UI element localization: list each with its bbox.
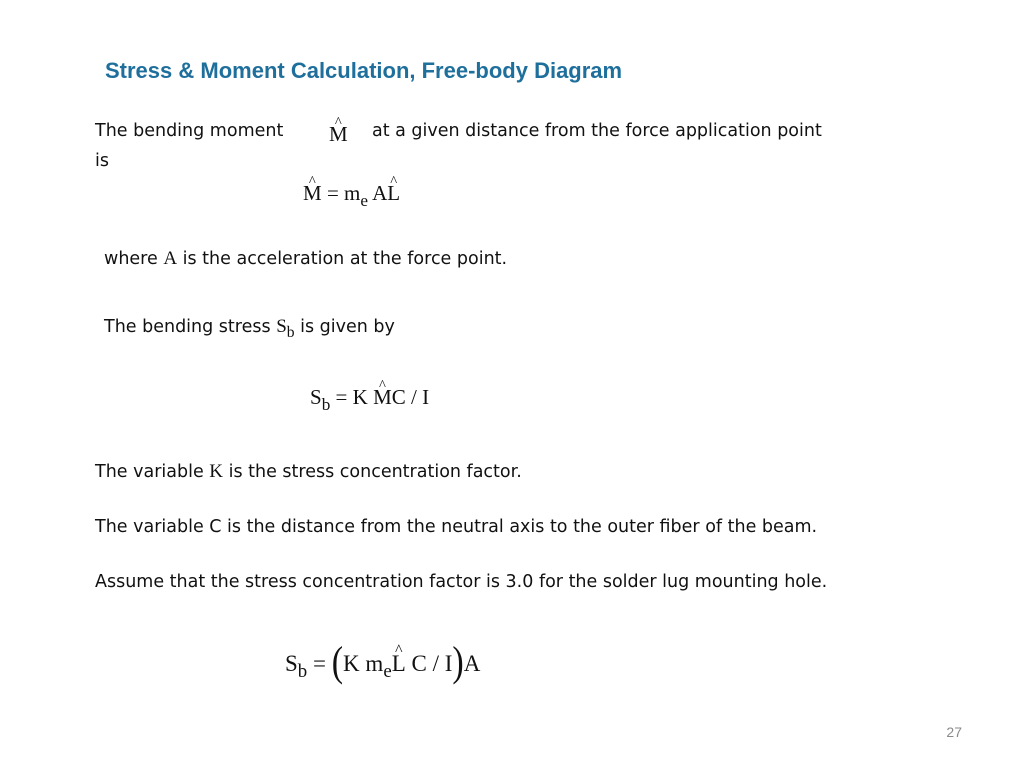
slide-title: Stress & Moment Calculation, Free-body Diagram: [105, 58, 623, 83]
moment-hat-letter: ^ M: [329, 124, 348, 145]
stress-symbol: [276, 316, 295, 341]
eq-symbol: ^ L: [387, 183, 400, 204]
eq-symbol: C: [391, 385, 406, 409]
bending-stress-intro: [104, 316, 395, 339]
stress-subscript: b: [286, 323, 295, 341]
eq-symbol: K: [352, 385, 368, 409]
stress-letter: S: [276, 316, 287, 337]
equation-stress-expanded: [285, 639, 481, 686]
eq-operator: /: [411, 385, 417, 409]
eq-symbol: C: [411, 651, 427, 676]
bending-moment-intro-is: is: [95, 151, 109, 171]
text-segment: is the acceleration at the force point.: [182, 249, 508, 269]
eq-symbol: ^ M: [303, 183, 322, 204]
eq-subscript: e: [383, 661, 392, 683]
eq-symbol: m: [344, 181, 361, 205]
eq-symbol: ^ L: [392, 652, 406, 675]
k-symbol: K: [209, 461, 224, 482]
eq-subscript: b: [321, 394, 331, 414]
eq-symbol: A: [463, 651, 481, 676]
c-variable-note: The variable C is the distance from the neutral axis to the outer fiber of the beam.: [95, 517, 818, 537]
page-number: 27: [946, 724, 962, 740]
eq-symbol: m: [365, 651, 384, 676]
eq-subscript: b: [297, 661, 308, 683]
text-segment: at a given distance from the force application point: [372, 121, 822, 141]
eq-operator: =: [312, 651, 326, 676]
text-segment: where: [104, 249, 158, 269]
acceleration-note: [104, 248, 507, 270]
text-segment: is the stress concentration factor.: [228, 462, 522, 482]
equation-stress: [310, 385, 430, 414]
eq-symbol: A: [372, 181, 388, 205]
right-paren: ): [452, 639, 464, 686]
eq-operator: =: [326, 181, 339, 205]
eq-symbol: K: [343, 651, 360, 676]
acceleration-symbol: A: [163, 248, 178, 269]
moment-symbol: [329, 124, 348, 145]
eq-operator: /: [432, 651, 439, 676]
eq-symbol: S: [310, 385, 322, 409]
eq-operator: =: [335, 385, 348, 409]
text-segment: The bending stress: [104, 317, 271, 337]
eq-symbol: I: [422, 385, 430, 409]
eq-symbol: I: [444, 651, 453, 676]
text-segment: The bending moment: [95, 121, 284, 141]
eq-subscript: e: [360, 190, 369, 210]
k-variable-note: [95, 461, 522, 483]
eq-symbol: ^ M: [373, 387, 392, 408]
assumption-note: Assume that the stress concentration factor is 3.0 for the solder lug mounting hole.: [95, 572, 828, 592]
left-paren: (: [331, 639, 344, 686]
text-segment: The variable: [95, 462, 204, 482]
bending-moment-intro-cont: [372, 120, 822, 142]
equation-moment: [303, 181, 401, 210]
text-segment: is given by: [300, 317, 395, 337]
eq-symbol: S: [285, 651, 298, 676]
bending-moment-intro: [95, 120, 283, 142]
